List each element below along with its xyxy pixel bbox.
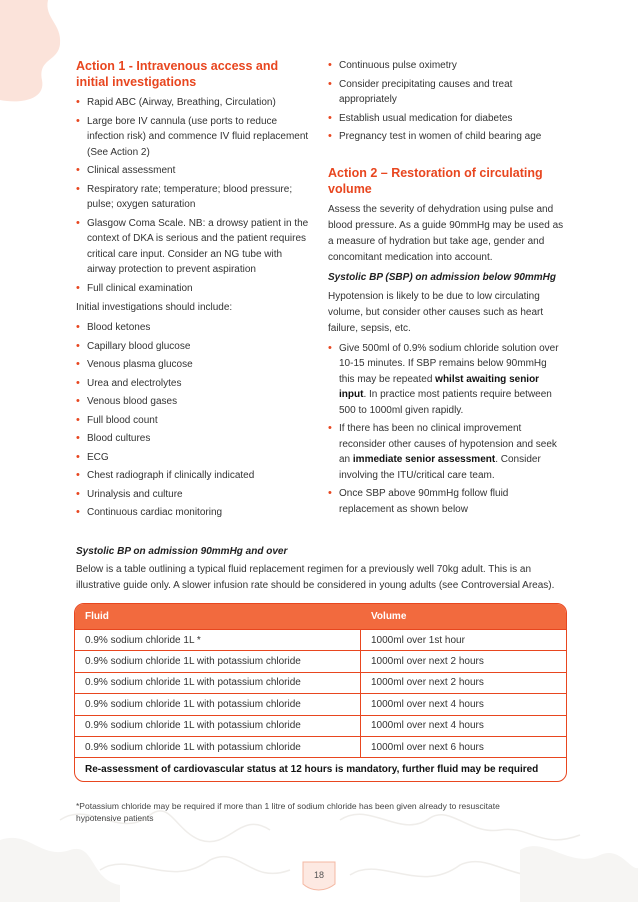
bullet-icon: •	[76, 114, 80, 127]
table-row	[75, 715, 566, 736]
right-column	[328, 58, 564, 521]
bullet-icon: •	[328, 341, 332, 354]
cell-fluid: 0.9% sodium chloride 1L with potassium chloride	[75, 737, 361, 757]
bullet-icon: •	[328, 59, 332, 71]
fluid-replacement-table	[74, 603, 567, 782]
table-row	[75, 736, 566, 757]
bullet-icon: •	[328, 422, 332, 434]
cell-fluid: 0.9% sodium chloride 1L with potassium chloride	[75, 673, 361, 693]
action1-continued-bullets	[328, 58, 564, 145]
list-item: • Large bore IV cannula (use ports to reduce infection risk) and commence IV fluid replacement (See Action 2)	[76, 114, 309, 158]
page-number: 18	[313, 870, 324, 880]
table-row	[75, 672, 566, 693]
cell-volume: 1000ml over next 4 hours	[371, 698, 484, 710]
list-item: • Glasgow Coma Scale. NB: a drowsy patient in the context of DKA is serious and the patient requires critical care input. Consider an NG tube with airway protection to prevent aspiration	[76, 216, 309, 275]
left-column	[76, 58, 312, 525]
cell-volume: 1000ml over 1st hour	[371, 634, 465, 646]
action2-intro: Assess the severity of dehydration using pulse and blood pressure. As a guide 90mmHg may be used as a measure of hydration but take age, gender and concomitant medication into account.	[328, 203, 564, 263]
sbp-normal-section	[76, 544, 566, 594]
bullet-icon: •	[328, 77, 332, 90]
list-item: • Urinalysis and culture	[76, 487, 312, 503]
list-item: • Give 500ml of 0.9% sodium chloride solution over 10-15 minutes. If SBP remains below 90mmHg this may be repeated whilst awaiting senior input. In practice most patients require between 500 to 1000ml given rapidly.	[328, 341, 559, 416]
bullet-icon: •	[76, 395, 80, 407]
bullet-icon: •	[76, 358, 80, 370]
bullet-icon: •	[76, 376, 80, 389]
sbp-normal-heading: Systolic BP on admission 90mmHg and over	[76, 546, 288, 557]
bullet-icon: •	[328, 130, 332, 142]
bullet-icon: •	[76, 321, 80, 333]
list-item: • Clinical assessment	[76, 163, 312, 179]
investigations-list	[76, 320, 312, 521]
cell-fluid: 0.9% sodium chloride 1L with potassium chloride	[75, 694, 361, 714]
list-item: • If there has been no clinical improvement reconsider other causes of hypotension and seek an immediate senior assessment. Consider involving the ITU/critical care team.	[328, 422, 557, 481]
list-item: • Full clinical examination	[76, 281, 312, 297]
list-item: • Venous blood gases	[76, 394, 312, 410]
table-row	[75, 629, 566, 650]
bullet-icon: •	[76, 413, 80, 426]
cell-fluid: 0.9% sodium chloride 1L with potassium chloride	[75, 716, 361, 736]
bullet-icon: •	[76, 469, 80, 481]
bullet-icon: •	[76, 96, 80, 108]
list-item: • Capillary blood glucose	[76, 339, 312, 355]
bullet-icon: •	[76, 506, 80, 518]
header-fluid: Fluid	[85, 611, 109, 622]
bullet-icon: •	[76, 281, 80, 294]
list-item: • Establish usual medication for diabetes	[328, 111, 564, 127]
list-item: • ECG	[76, 450, 312, 466]
bullet-icon: •	[76, 164, 80, 176]
action1-bullets	[76, 95, 312, 296]
action2-bullets	[328, 341, 564, 518]
cell-volume: 1000ml over next 6 hours	[371, 741, 484, 753]
table-footer-note: Re-assessment of cardiovascular status at 12 hours is mandatory, further fluid may be required	[75, 757, 566, 781]
list-item: • Continuous cardiac monitoring	[76, 505, 312, 521]
list-item: • Full blood count	[76, 413, 312, 429]
table-row	[75, 650, 566, 671]
sbp-low-text: Hypotension is likely to be due to low circulating volume, but consider other causes such as heart failure, sepsis, etc.	[328, 290, 544, 334]
cell-fluid: 0.9% sodium chloride 1L *	[75, 630, 361, 650]
cell-volume: 1000ml over next 2 hours	[371, 656, 484, 668]
list-item: • Once SBP above 90mmHg follow fluid replacement as shown below	[328, 487, 509, 515]
list-item: • Rapid ABC (Airway, Breathing, Circulation)	[76, 95, 312, 111]
list-item: • Urea and electrolytes	[76, 376, 312, 392]
cell-volume: 1000ml over next 4 hours	[371, 720, 484, 732]
action2-title: Action 2 – Restoration of circulating volume	[328, 165, 543, 196]
bullet-icon: •	[76, 450, 80, 463]
bullet-icon: •	[328, 487, 332, 499]
list-item: • Blood cultures	[76, 431, 312, 447]
cell-fluid: 0.9% sodium chloride 1L with potassium chloride	[75, 651, 361, 671]
table-row	[75, 693, 566, 714]
bullet-icon: •	[76, 216, 80, 229]
list-item: • Pregnancy test in women of child bearing age	[328, 129, 564, 145]
action1-title: Action 1 - Intravenous access and initial investigations	[76, 59, 279, 89]
footnote: *Potassium chloride may be required if more than 1 litre of sodium chloride has been given already to resuscitate hypotensive patients	[76, 801, 500, 823]
bullet-icon: •	[328, 111, 332, 124]
sbp-normal-text: Below is a table outlining a typical fluid replacement regimen for a previously well 70kg adult. This is an illustrative guide only. A slower infusion rate should be considered in young adults (see Controversial Areas).	[76, 564, 555, 591]
list-item: • Consider precipitating causes and treat appropriately	[328, 77, 513, 105]
header-volume: Volume	[371, 611, 407, 622]
bullet-icon: •	[76, 339, 80, 352]
bullet-icon: •	[76, 182, 80, 195]
bullet-icon: •	[76, 487, 80, 500]
list-item: • Blood ketones	[76, 320, 312, 336]
investigations-intro: Initial investigations should include:	[76, 302, 233, 313]
bullet-icon: •	[76, 432, 80, 444]
sbp-low-heading: Systolic BP (SBP) on admission below 90mmHg	[328, 271, 557, 283]
cell-volume: 1000ml over next 2 hours	[371, 677, 484, 689]
list-item: • Continuous pulse oximetry	[328, 58, 564, 74]
table-header	[75, 604, 566, 629]
list-item: • Chest radiograph if clinically indicated	[76, 468, 312, 484]
list-item: • Respiratory rate; temperature; blood pressure; pulse; oxygen saturation	[76, 182, 293, 210]
list-item: • Venous plasma glucose	[76, 357, 312, 373]
